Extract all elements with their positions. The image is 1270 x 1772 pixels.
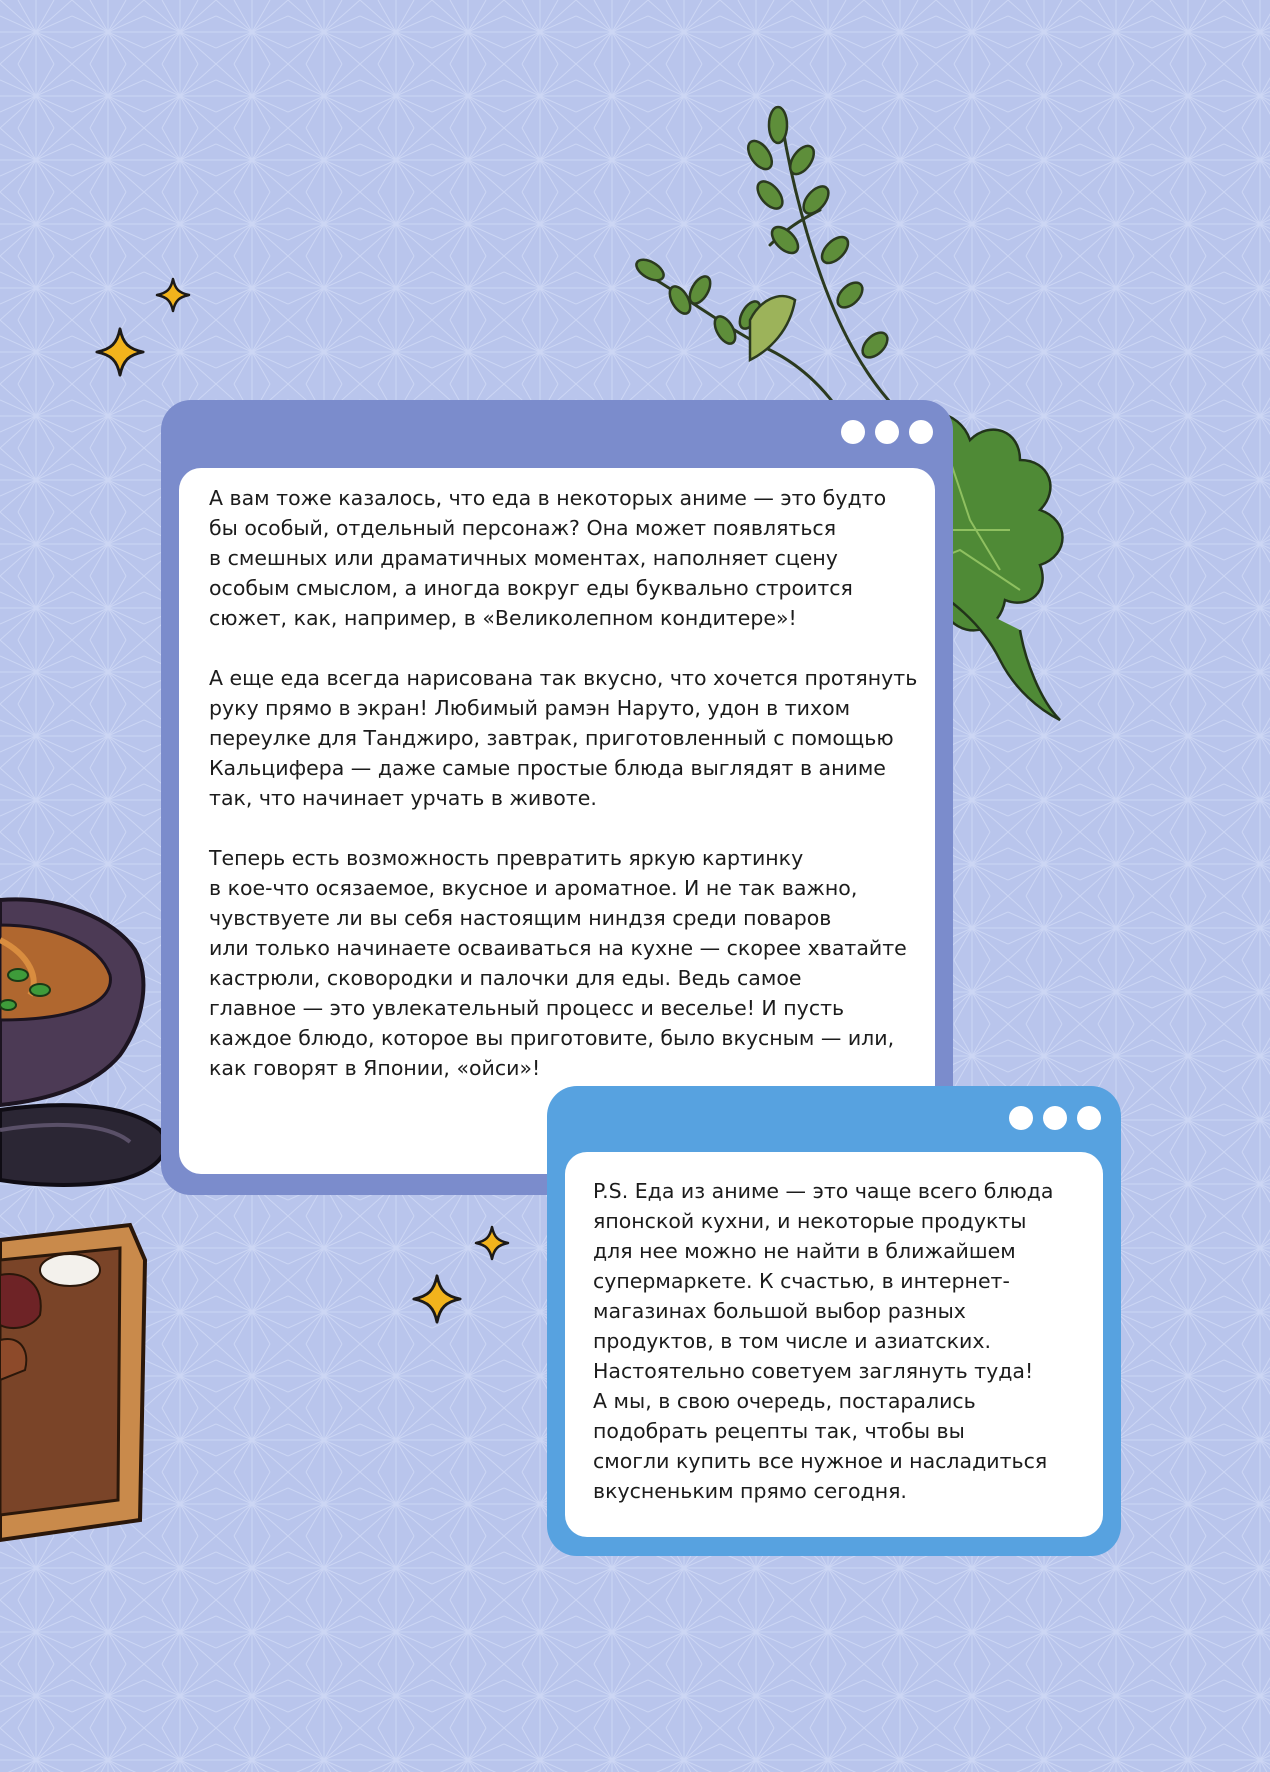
window-controls xyxy=(841,420,933,444)
ps-window xyxy=(547,1086,1121,1556)
intro-paragraph: А вам тоже казалось, что еда в некоторых аниме — это будто бы особый, отдельный персонаж? Она может появляться в смешных или драматичных моментах, наполняет сцену особым смыслом, а иногда вокруг еды буквально строится сюжет, как, например, в «Великолепном кондитере»! xyxy=(209,486,887,630)
intro-paragraph: А еще еда всегда нарисована так вкусно, что хочется протянуть руку прямо в экран! Любимый рамэн Наруто, удон в тихом переулке для Танджиро, завтрак, приготовленный с помощью Кальцифера — даже самые простые блюда выглядят в аниме так, что начинает урчать в животе. xyxy=(209,666,918,810)
window-dot-icon xyxy=(909,420,933,444)
window-dot-icon xyxy=(1077,1106,1101,1130)
ps-paragraph: P.S. Еда из аниме — это чаще всего блюда японской кухни, и некоторые продукты для нее можно не найти в ближайшем супермаркете. К счастью, в интернет- магазинах большой выбор разных продуктов, в том числе и азиатских. Настоятельно советуем заглянуть туда! А мы, в свою очередь, постарались подобрать рецепты так, чтобы вы смогли купить все нужное и насладиться вкусненьким прямо сегодня. xyxy=(593,1179,1054,1503)
window-dot-icon xyxy=(841,420,865,444)
window-dot-icon xyxy=(1009,1106,1033,1130)
sparkle-icon xyxy=(411,1273,463,1325)
window-controls xyxy=(1009,1106,1101,1130)
window-dot-icon xyxy=(875,420,899,444)
sparkle-icon xyxy=(155,277,191,313)
sparkle-icon xyxy=(474,1225,510,1261)
sparkle-icon xyxy=(94,326,146,378)
soup-bowl-icon xyxy=(0,880,180,1200)
bento-box-icon xyxy=(0,1220,150,1550)
window-dot-icon xyxy=(1043,1106,1067,1130)
intro-window xyxy=(161,400,953,1195)
intro-paragraph: Теперь есть возможность превратить яркую картинку в кое-что осязаемое, вкусное и ароматное. И не так важно, чувствуете ли вы себя настоящим ниндзя среди поваров или только начинаете осваиваться на кухне — скорее хватайте кастрюли, сковородки и палочки для еды. Ведь самое главное — это увлекательный процесс и веселье! И пусть каждое блюдо, которое вы приготовите, было вкусным — или, как говорят в Японии, «ойси»! xyxy=(209,846,907,1080)
intro-content xyxy=(179,468,935,1174)
ps-content xyxy=(565,1152,1103,1537)
